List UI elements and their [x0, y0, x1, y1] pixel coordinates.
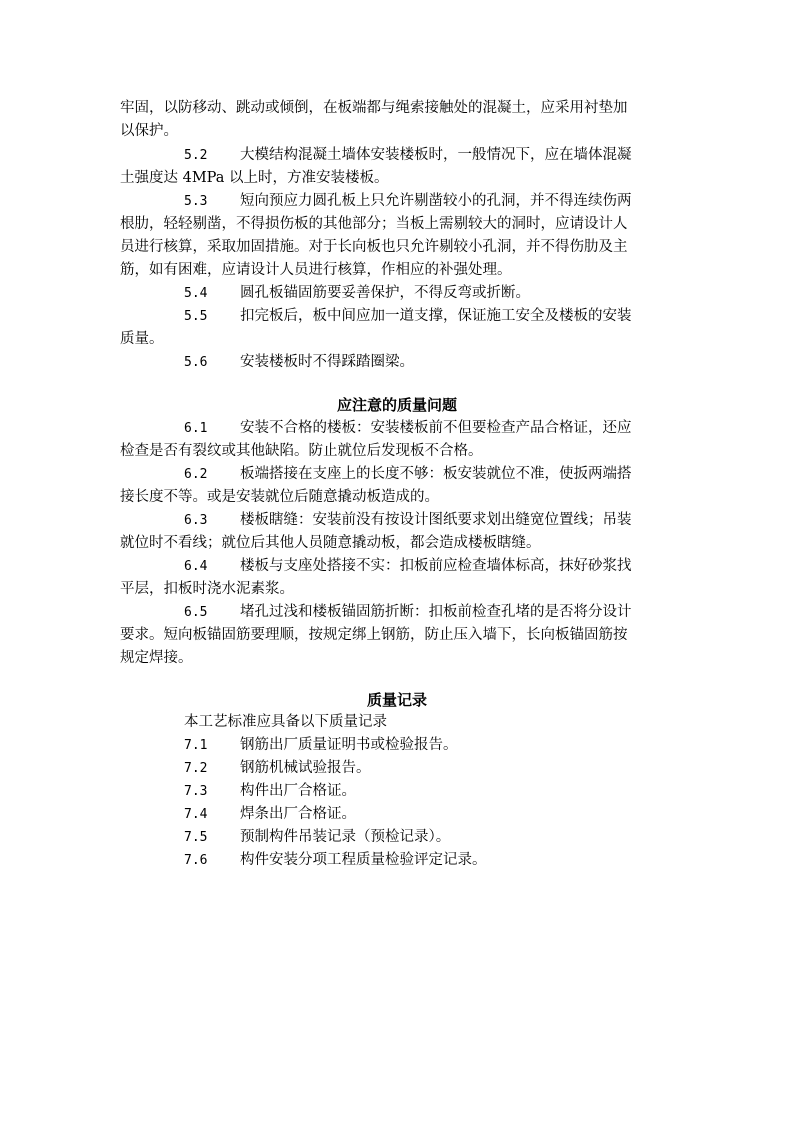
item-number: 5.5 [184, 309, 208, 324]
item-number: 5.4 [184, 286, 208, 301]
item-5-6 [184, 351, 414, 374]
record-item [184, 780, 356, 803]
item-text: 扣完板后，板中间应加一道支撑，保证施工安全及楼板的安装 [240, 308, 632, 324]
item-number: 5.6 [184, 355, 208, 370]
item-text: 楼板与支座处搭接不实：扣板前应检查墙体标高，抹好砂浆找 [240, 558, 632, 574]
item-number: 7.1 [184, 738, 208, 753]
record-item [184, 803, 356, 826]
item-5-4 [184, 282, 530, 305]
item-number: 7.6 [184, 853, 208, 868]
item-text: 安装楼板时不得踩踏圈梁。 [240, 354, 414, 370]
paragraph-line: 根肋，轻轻剔凿，不得损伤板的其他部分；当板上需剔较大的洞时，应请设计人 [120, 216, 628, 232]
paragraph-line: 规定焊接。 [120, 650, 193, 666]
item-number: 5.2 [184, 148, 208, 163]
item-number: 6.5 [184, 605, 208, 620]
paragraph-line: 质量。 [120, 331, 164, 347]
paragraph-line: 筋，如有困难，应请设计人员进行核算，作相应的补强处理。 [120, 262, 512, 278]
record-item [184, 757, 371, 780]
item-number: 6.2 [184, 467, 208, 482]
item-text: 圆孔板锚固筋要妥善保护，不得反弯或折断。 [240, 285, 530, 301]
item-number: 7.2 [184, 761, 208, 776]
item-6-2 [184, 463, 632, 486]
paragraph-line: 土强度达 4MPa 以上时，方准安装楼板。 [120, 170, 389, 186]
item-6-4 [184, 555, 632, 578]
item-number: 6.1 [184, 421, 208, 436]
item-text: 钢筋机械试验报告。 [240, 760, 371, 776]
item-6-3 [184, 509, 632, 532]
item-text: 板端搭接在支座上的长度不够：板安装就位不准，使扳两端搭 [240, 466, 632, 482]
paragraph-line: 平层，扣板时浇水泥素浆。 [120, 581, 294, 597]
item-6-1 [184, 417, 632, 440]
paragraph-line: 要求。短向板锚固筋要理顺，按规定绑上钢筋，防止压入墙下，长向板锚固筋按 [120, 627, 628, 643]
item-text: 构件安装分项工程质量检验评定记录。 [240, 852, 487, 868]
item-text: 堵孔过浅和楼板锚固筋折断：扣板前检查孔堵的是否将分设计 [240, 604, 632, 620]
paragraph-line: 接长度不等。或是安装就位后随意撬动板造成的。 [120, 489, 439, 505]
item-text: 构件出厂合格证。 [240, 783, 356, 799]
record-item [184, 826, 450, 849]
item-text: 短向预应力圆孔板上只允许剔凿较小的孔洞，并不得连续伤两 [240, 193, 632, 209]
item-text: 焊条出厂合格证。 [240, 806, 356, 822]
item-text: 楼板瞎缝：安装前没有按设计图纸要求划出缝宽位置线；吊装 [240, 512, 632, 528]
section-intro: 本工艺标准应具备以下质量记录 [184, 714, 387, 730]
item-text: 大模结构混凝土墙体安装楼板时，一般情况下，应在墙体混凝 [240, 147, 632, 163]
item-number: 7.4 [184, 807, 208, 822]
item-number: 5.3 [184, 194, 208, 209]
item-number: 7.5 [184, 830, 208, 845]
paragraph-line: 就位时不看线；就位后其他人员随意撬动板，都会造成楼板瞎缝。 [120, 535, 541, 551]
item-text: 安装不合格的楼板：安装楼板前不但要检查产品合格证，还应 [240, 420, 632, 436]
item-number: 6.4 [184, 559, 208, 574]
item-text: 预制构件吊装记录（预检记录）。 [240, 829, 451, 845]
item-5-3 [184, 190, 632, 213]
item-number: 6.3 [184, 513, 208, 528]
section-title: 质量记录 [366, 691, 427, 709]
item-6-5 [184, 601, 632, 624]
item-5-5 [184, 305, 632, 328]
section-title: 应注意的质量问题 [336, 396, 457, 414]
item-number: 7.3 [184, 784, 208, 799]
paragraph-line: 检查是否有裂纹或其他缺陷。防止就位后发现板不合格。 [120, 443, 483, 459]
paragraph-line: 牢固，以防移动、跳动或倾倒，在板端都与绳索接触处的混凝土，应采用衬垫加 [120, 100, 628, 116]
item-5-2 [184, 144, 632, 167]
paragraph-line: 以保护。 [120, 123, 178, 139]
record-item [184, 734, 458, 757]
record-item [184, 849, 487, 872]
paragraph-line: 员进行核算，采取加固措施。对于长向板也只允许剔较小孔洞，并不得伤肋及主 [120, 239, 628, 255]
item-text: 钢筋出厂质量证明书或检验报告。 [240, 737, 458, 753]
